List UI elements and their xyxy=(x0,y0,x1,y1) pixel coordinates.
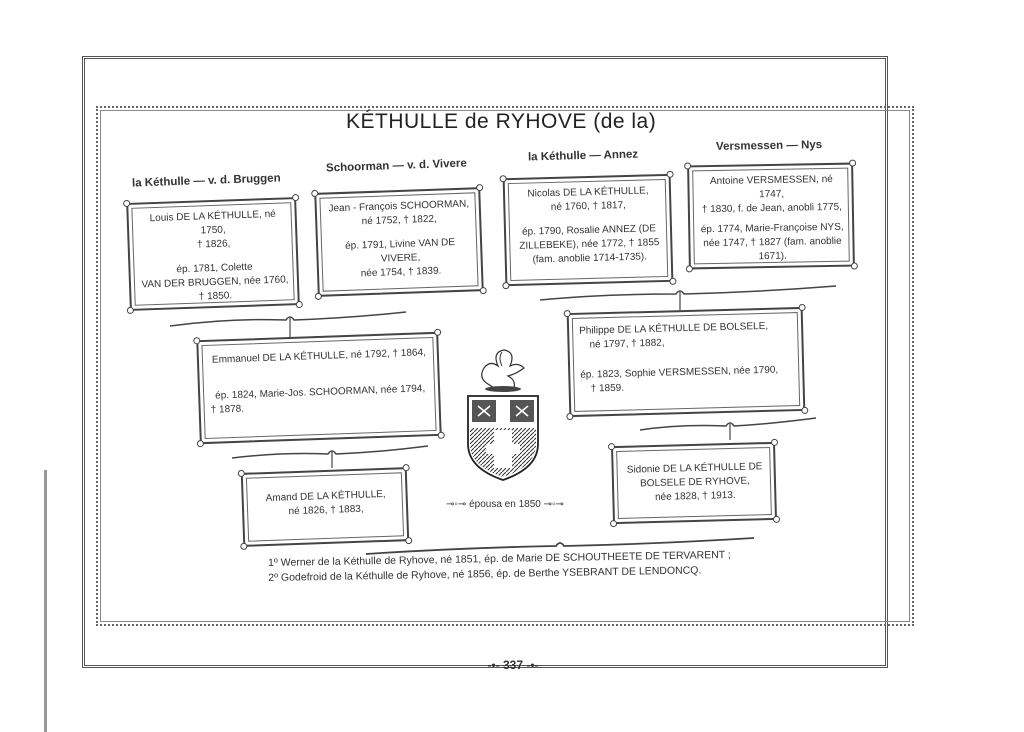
child-entry: 1º Werner de la Kéthulle de Ryhove, né 1851, ép. de Marie DE SCHOUTHEETE DE TERVARENT ; xyxy=(268,548,731,569)
child-entry: 2º Godefroid de la Kéthulle de Ryhove, né 1856, ép. de Berthe YSEBRANT DE LENDONCQ. xyxy=(268,564,702,584)
person-box-antoine xyxy=(687,163,855,270)
amand-line: Amand DE LA KÉTHULLE, xyxy=(265,488,386,505)
philippe-line: né 1797, † 1882, xyxy=(589,337,665,351)
sidonie-line: BOLSELE DE RYHOVE, xyxy=(639,475,751,490)
marriage-note xyxy=(446,499,586,510)
louis-line: † 1826, xyxy=(196,238,231,251)
column-heading-kethulle-annez: la Kéthulle — Annez xyxy=(527,148,639,164)
page-number xyxy=(483,658,543,672)
person-box-jean-francois xyxy=(314,187,484,297)
ornament-icon: -•- xyxy=(487,658,500,672)
philippe-line: † 1859. xyxy=(590,382,625,395)
sidonie-line: née 1828, † 1913. xyxy=(654,489,736,504)
louis-line: VAN DER BRUGGEN, née 1760, xyxy=(141,274,289,291)
brace-connector-philippe xyxy=(640,414,820,444)
nicolas-line: (fam. anoblie 1714-1735). xyxy=(532,251,648,266)
scan-edge-shadow xyxy=(44,470,47,732)
marriage-text: épousa en 1850 xyxy=(469,499,541,510)
nicolas-line: né 1760, † 1817, xyxy=(550,200,627,213)
column-heading-schoorman-vivere: Schoorman — v. d. Vivere xyxy=(325,157,467,175)
page-title: KÉTHULLE de RYHOVE (de la) xyxy=(346,110,657,133)
louis-line: Louis DE LA KÉTHULLE, né 1750, xyxy=(149,208,276,237)
page-number-value: 337 xyxy=(502,658,524,672)
swan-crest-icon xyxy=(482,350,524,392)
nicolas-line: ZILLEBEKE), née 1772, † 1855 xyxy=(519,237,660,252)
jean-francois-line: ép. 1791, Livine VAN DE VIVERE, xyxy=(344,237,456,265)
philippe-line: ép. 1823, Sophie VERSMESSEN, née 1790, xyxy=(580,364,779,381)
ornament-icon: ⊸◦⊸ xyxy=(446,499,470,510)
shield-icon xyxy=(468,396,538,480)
antoine-line: 1671). xyxy=(758,250,787,263)
column-heading-versmessen-nys: Versmessen — Nys xyxy=(715,139,823,153)
antoine-line: née 1747, † 1827 (fam. anoblie xyxy=(703,235,842,250)
person-box-sidonie xyxy=(611,442,777,524)
column-heading-kethulle-bruggen: la Kéthulle — v. d. Bruggen xyxy=(131,172,281,190)
emmanuel-line: † 1878. xyxy=(210,403,245,416)
emmanuel-line: ép. 1824, Marie-Jos. SCHOORMAN, née 1794, xyxy=(214,383,426,402)
person-box-louis xyxy=(126,197,300,311)
person-box-nicolas xyxy=(503,174,674,286)
sidonie-line: Sidonie DE LA KÉTHULLE DE xyxy=(626,461,763,476)
jean-francois-line: née 1754, † 1839. xyxy=(360,265,442,280)
antoine-line: Antoine VERSMESSEN, né 1747, xyxy=(709,173,833,201)
ornament-icon: ⊸◦⊸ xyxy=(540,499,564,510)
person-box-philippe xyxy=(567,307,806,417)
louis-line: † 1850. xyxy=(198,290,233,303)
antoine-line: ép. 1774, Marie-Françoise NYS, xyxy=(700,221,844,236)
emmanuel-line: Emmanuel DE LA KÉTHULLE, né 1792, † 1864, xyxy=(211,347,427,366)
nicolas-line: Nicolas DE LA KÉTHULLE, xyxy=(527,185,649,200)
antoine-line: † 1830, f. de Jean, anobli 1775, xyxy=(701,201,843,216)
person-box-amand xyxy=(241,467,409,547)
louis-line: ép. 1781, Colette xyxy=(176,261,253,276)
philippe-line: Philippe DE LA KÉTHULLE DE BOLSELE, xyxy=(579,320,769,337)
nicolas-line: ép. 1790, Rosalie ANNEZ (DE xyxy=(521,223,657,238)
coat-of-arms-crest xyxy=(458,344,548,484)
ornament-icon: -•- xyxy=(526,658,539,672)
jean-francois-line: né 1752, † 1822, xyxy=(361,213,437,228)
amand-line: né 1826, † 1883, xyxy=(288,503,364,518)
person-box-emmanuel xyxy=(196,332,441,444)
jean-francois-line: Jean - François SCHOORMAN, xyxy=(328,198,470,215)
